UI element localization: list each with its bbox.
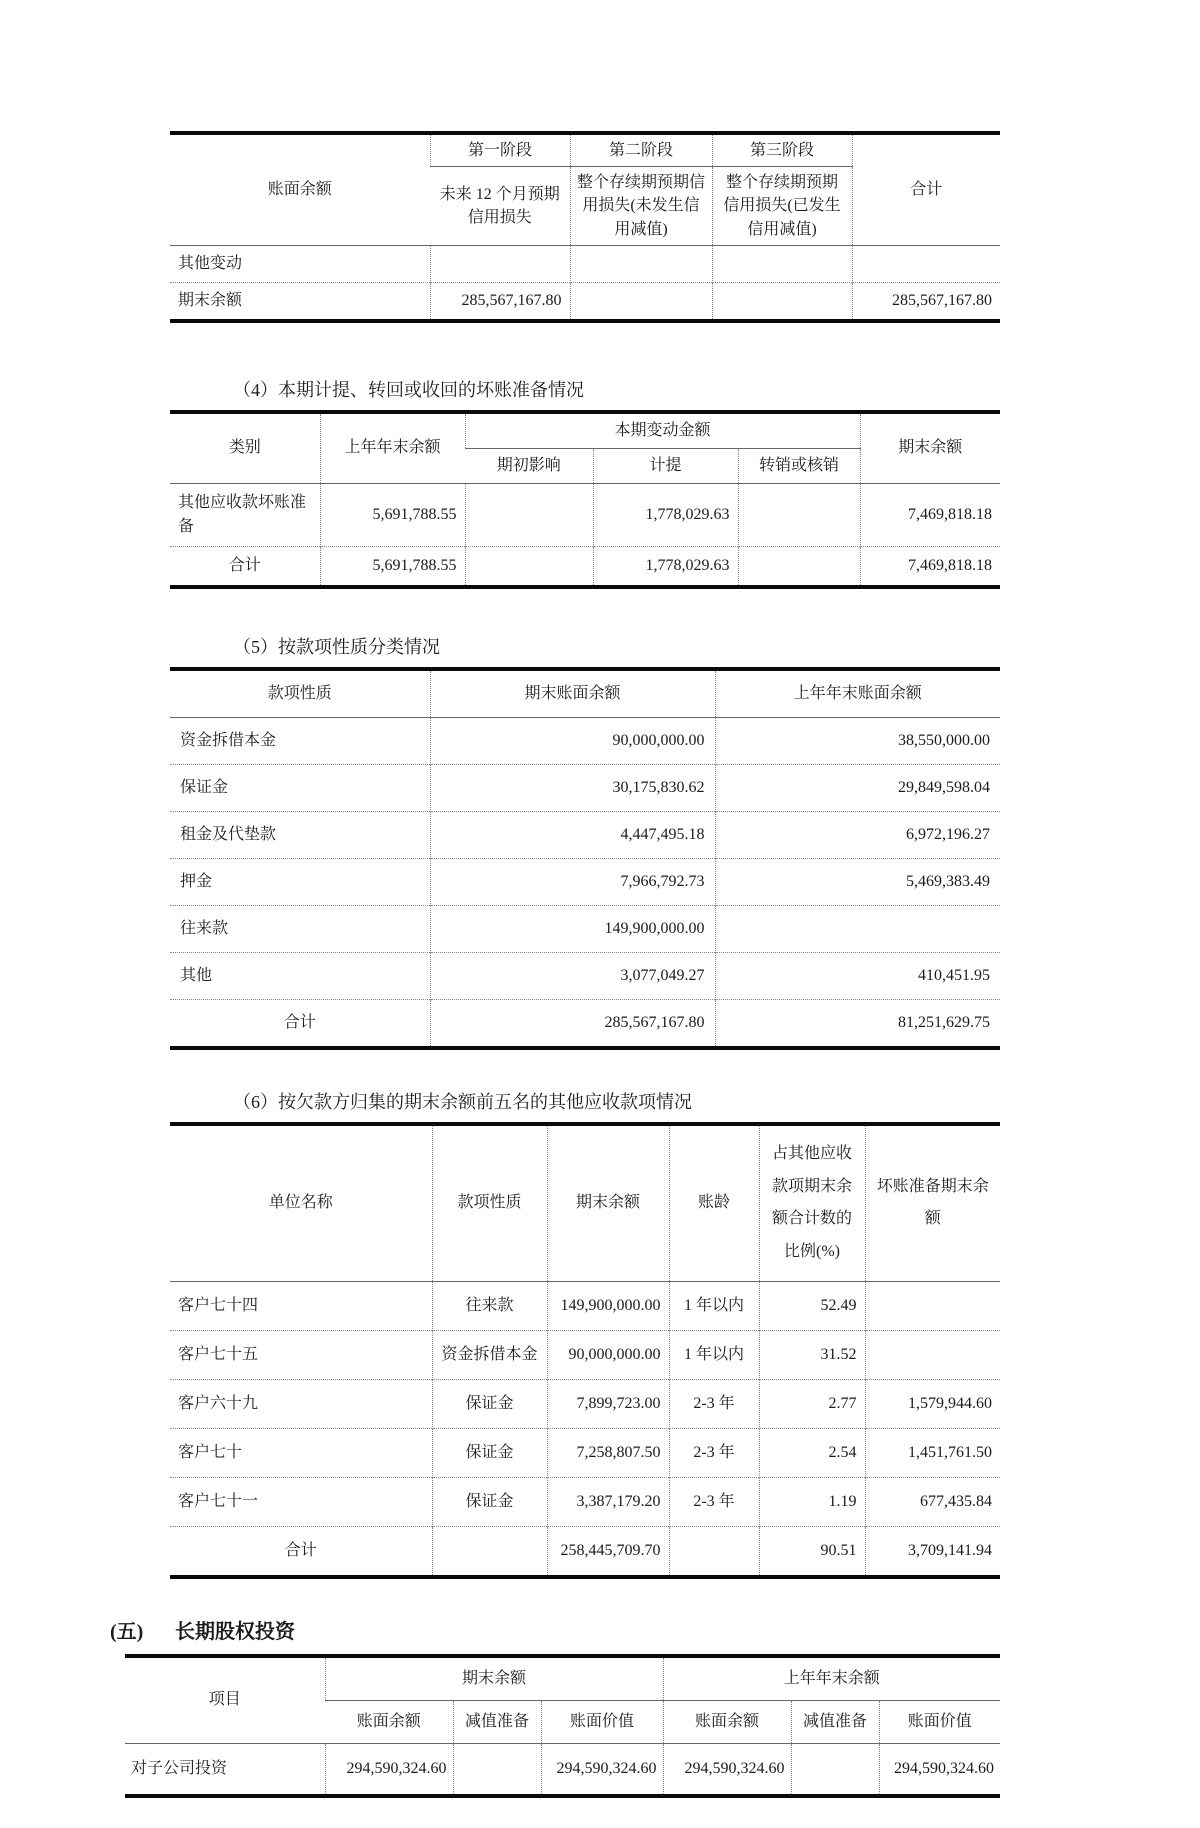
table-row (170, 858, 1000, 905)
nature-cell: 保证金 (432, 1428, 547, 1477)
section-five-heading (110, 1615, 1200, 1644)
bad-debt-provision-table (170, 410, 1000, 589)
total-label-cell: 合计 (170, 1526, 432, 1577)
prev-group-header-cell: 上年年末余额 (663, 1656, 1000, 1701)
unit-name-cell: 客户七十一 (170, 1477, 432, 1526)
row-label-cell: 保证金 (170, 764, 430, 811)
nature-header-cell: 款项性质 (267, 684, 332, 702)
corner-header-cell: 账面余额 (267, 181, 332, 199)
amount-cell: 5,691,788.55 (320, 546, 465, 587)
amount-cell (465, 546, 593, 587)
stage3-header-cell: 第三阶段 (712, 133, 852, 167)
amount-cell: 149,900,000.00 (430, 905, 715, 952)
amount-cell (852, 245, 1000, 282)
total-label-cell: 合计 (170, 546, 320, 587)
amount-cell: 1,778,029.63 (593, 483, 738, 546)
amount-cell: 5,691,788.55 (320, 483, 465, 546)
unit-name-cell: 客户七十五 (170, 1330, 432, 1379)
amount-cell: 677,435.84 (865, 1477, 1000, 1526)
stage1-desc-cell: 未来 12 个月预期信用损失 (439, 185, 560, 226)
accrual-header-cell: 计提 (593, 448, 738, 483)
impairment-header-cell: 减值准备 (453, 1700, 541, 1743)
stage2-desc-cell: 整个存续期预期信用损失(未发生信用减值) (570, 167, 712, 246)
amount-cell (715, 905, 1000, 952)
amount-cell (712, 282, 852, 321)
nature-cell: 往来款 (432, 1281, 547, 1330)
table-row (170, 1379, 1000, 1428)
aging-cell: 2-3 年 (669, 1379, 759, 1428)
aging-cell: 1 年以内 (669, 1330, 759, 1379)
amount-cell: 1,778,029.63 (593, 546, 738, 587)
amount-cell: 90,000,000.00 (547, 1330, 669, 1379)
nature-cell (432, 1526, 547, 1577)
table-row (170, 952, 1000, 999)
table-row (170, 717, 1000, 764)
amount-cell (570, 282, 712, 321)
table-row (125, 1743, 1000, 1796)
book-value-header-cell: 账面价值 (541, 1700, 663, 1743)
header-row (170, 1124, 1000, 1282)
amount-cell: 285,567,167.80 (852, 282, 1000, 321)
stage3-desc-cell: 整个存续期预期信用损失(已发生信用减值) (712, 167, 852, 246)
amount-cell: 7,469,818.18 (860, 483, 1000, 546)
nature-classification-table (170, 667, 1000, 1050)
stage1-header-cell: 第一阶段 (430, 133, 570, 167)
nature-cell: 保证金 (432, 1477, 547, 1526)
aging-cell (669, 1526, 759, 1577)
amount-cell: 294,590,324.60 (325, 1743, 453, 1796)
amount-cell: 5,469,383.49 (715, 858, 1000, 905)
amount-cell: 1,579,944.60 (865, 1379, 1000, 1428)
table-row (170, 905, 1000, 952)
ratio-cell: 52.49 (759, 1281, 865, 1330)
book-balance-header-cell: 账面余额 (356, 1712, 421, 1730)
table-row (170, 282, 1000, 321)
prev-year-header-cell: 上年年末余额 (320, 412, 465, 484)
category-header-cell: 类别 (228, 439, 261, 457)
book-value-header-cell: 账面价值 (879, 1700, 1000, 1743)
item-header-cell: 项目 (208, 1691, 241, 1709)
table-row (170, 1428, 1000, 1477)
amount-cell: 294,590,324.60 (663, 1743, 791, 1796)
header-row (170, 669, 1000, 718)
section6-title: （6）按欠款方归集的期末余额前五名的其他应收款项情况 (233, 1091, 692, 1112)
aging-header-cell: 账龄 (669, 1124, 759, 1282)
row-label-cell: 期末余额 (170, 282, 430, 321)
amount-cell (865, 1330, 1000, 1379)
amount-cell: 81,251,629.75 (715, 999, 1000, 1048)
bad-debt-ending-header-cell: 坏账准备期末余额 (865, 1124, 1000, 1282)
stage-header-row (170, 133, 1000, 167)
ratio-cell: 2.77 (759, 1379, 865, 1428)
amount-cell: 7,966,792.73 (430, 858, 715, 905)
ending-balance-header-cell: 期末账面余额 (430, 669, 715, 718)
report-page (0, 131, 1200, 1828)
total-label-cell: 合计 (170, 999, 430, 1048)
amount-cell (465, 483, 593, 546)
row-label-cell: 资金拆借本金 (170, 717, 430, 764)
unit-name-cell: 客户七十四 (170, 1281, 432, 1330)
amount-cell (453, 1743, 541, 1796)
unit-name-cell: 客户六十九 (170, 1379, 432, 1428)
amount-cell: 30,175,830.62 (430, 764, 715, 811)
amount-cell (570, 245, 712, 282)
amount-cell: 90,000,000.00 (430, 717, 715, 764)
amount-cell: 4,447,495.18 (430, 811, 715, 858)
ratio-cell: 2.54 (759, 1428, 865, 1477)
ratio-cell: 90.51 (759, 1526, 865, 1577)
amount-cell: 149,900,000.00 (547, 1281, 669, 1330)
aging-cell: 2-3 年 (669, 1428, 759, 1477)
long-term-equity-table (125, 1654, 1000, 1798)
ratio-cell: 1.19 (759, 1477, 865, 1526)
amount-cell: 6,972,196.27 (715, 811, 1000, 858)
amount-cell: 285,567,167.80 (430, 282, 570, 321)
initial-impact-header-cell: 期初影响 (496, 456, 561, 474)
row-label-cell: 押金 (170, 858, 430, 905)
book-balance-header-cell: 账面余额 (663, 1700, 791, 1743)
top-five-debtors-table (170, 1122, 1000, 1579)
amount-cell: 258,445,709.70 (547, 1526, 669, 1577)
amount-cell: 3,077,049.27 (430, 952, 715, 999)
aging-cell: 2-3 年 (669, 1477, 759, 1526)
amount-cell (712, 245, 852, 282)
amount-cell: 7,469,818.18 (860, 546, 1000, 587)
impairment-header-cell: 减值准备 (791, 1700, 879, 1743)
aging-cell: 1 年以内 (669, 1281, 759, 1330)
table-row (170, 811, 1000, 858)
nature-cell: 保证金 (432, 1379, 547, 1428)
table-row (170, 245, 1000, 282)
amount-cell: 3,709,141.94 (865, 1526, 1000, 1577)
amount-cell: 410,451.95 (715, 952, 1000, 999)
table-row (170, 1477, 1000, 1526)
ending-header-cell: 期末余额 (860, 412, 1000, 484)
unit-name-cell: 客户七十 (170, 1428, 432, 1477)
section-five-index: (五) (110, 1620, 144, 1643)
stage2-header-cell: 第二阶段 (570, 133, 712, 167)
table-row (170, 764, 1000, 811)
stage-table (170, 131, 1000, 323)
amount-cell (865, 1281, 1000, 1330)
ending-group-header-cell: 期末余额 (325, 1656, 663, 1701)
total-row (170, 1526, 1000, 1577)
row-label-cell: 其他 (170, 952, 430, 999)
amount-cell (738, 483, 860, 546)
row-label-cell: 其他应收款坏账准备 (170, 483, 320, 546)
nature-header-cell: 款项性质 (432, 1124, 547, 1282)
amount-cell: 285,567,167.80 (430, 999, 715, 1048)
amount-cell: 3,387,179.20 (547, 1477, 669, 1526)
section4-title: （4）本期计提、转回或收回的坏账准备情况 (233, 379, 584, 400)
ratio-header-cell: 占其他应收款项期末余额合计数的比例(%) (759, 1124, 865, 1282)
row-label-cell: 往来款 (170, 905, 430, 952)
amount-cell: 294,590,324.60 (541, 1743, 663, 1796)
writeoff-header-cell: 转销或核销 (738, 448, 860, 483)
table-row (170, 483, 1000, 546)
ratio-cell: 31.52 (759, 1330, 865, 1379)
group-header-row (125, 1656, 1000, 1701)
change-group-header-cell: 本期变动金额 (465, 412, 860, 449)
row-label-cell: 其他变动 (170, 245, 430, 282)
section5-title: （5）按款项性质分类情况 (233, 636, 440, 657)
unit-name-header-cell: 单位名称 (268, 1193, 333, 1211)
total-row (170, 999, 1000, 1048)
header-row (170, 412, 1000, 449)
amount-cell: 7,258,807.50 (547, 1428, 669, 1477)
section-five-title: 长期股权投资 (175, 1620, 295, 1643)
amount-cell (791, 1743, 879, 1796)
amount-cell: 29,849,598.04 (715, 764, 1000, 811)
amount-cell: 1,451,761.50 (865, 1428, 1000, 1477)
amount-cell (430, 245, 570, 282)
nature-cell: 资金拆借本金 (432, 1330, 547, 1379)
amount-cell: 294,590,324.60 (879, 1743, 1000, 1796)
row-label-cell: 租金及代垫款 (170, 811, 430, 858)
total-row (170, 546, 1000, 587)
row-label-cell: 对子公司投资 (125, 1743, 325, 1796)
table-row (170, 1281, 1000, 1330)
total-header-cell: 合计 (852, 133, 1000, 245)
prev-balance-header-cell: 上年年末账面余额 (715, 669, 1000, 718)
amount-cell: 7,899,723.00 (547, 1379, 669, 1428)
amount-cell: 38,550,000.00 (715, 717, 1000, 764)
amount-cell (738, 546, 860, 587)
ending-balance-header-cell: 期末余额 (547, 1124, 669, 1282)
table-row (170, 1330, 1000, 1379)
